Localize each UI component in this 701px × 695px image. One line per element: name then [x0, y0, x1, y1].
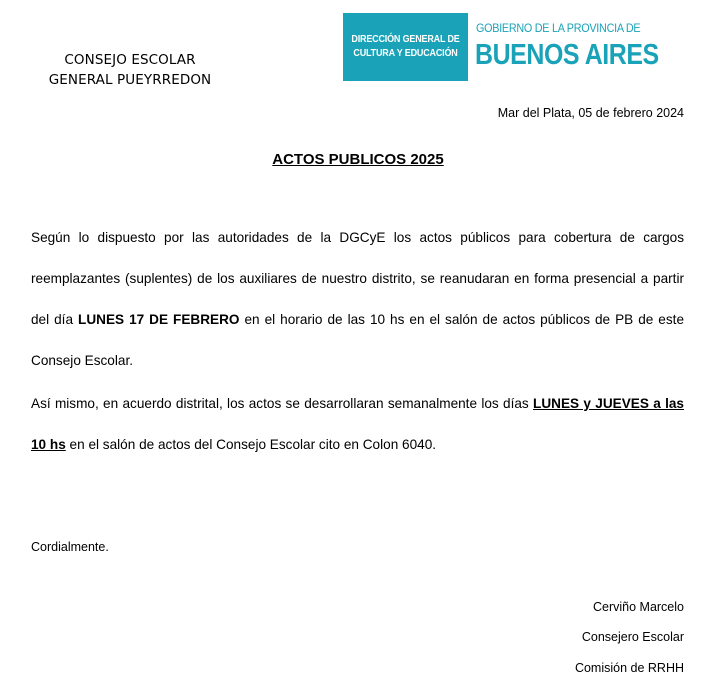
paragraph-2-underlined-schedule: LUNES y JUEVES a las 10 hs	[31, 396, 684, 452]
signature-role: Consejero Escolar	[581, 630, 684, 644]
dgcye-logo-line-2: CULTURA Y EDUCACIÓN	[353, 48, 458, 59]
government-logo-line-1: GOBIERNO DE LA PROVINCIA DE	[476, 21, 641, 35]
paragraph-2-text-a: Así mismo, en acuerdo distrital, los actos se desarrollaran semanalmente los días	[31, 396, 534, 411]
closing-salutation: Cordialmente.	[31, 540, 109, 554]
paragraph-2	[31, 383, 684, 465]
paragraph-1-bold-date: LUNES 17 DE FEBRERO	[78, 312, 240, 327]
document-date: Mar del Plata, 05 de febrero 2024	[497, 106, 684, 120]
council-name	[30, 50, 230, 90]
paragraph-1	[31, 217, 684, 381]
paragraph-1-text-a: Según lo dispuesto por las autoridades de la DGCyE los actos públicos para cobertura de cargos reemplazantes (suplentes) de los auxiliares de nuestro distrito, se reanudaran en forma presencial a partir del día	[31, 230, 684, 327]
dgcye-logo-line-1: DIRECCIÓN GENERAL DE	[351, 34, 460, 45]
council-line-1: CONSEJO ESCOLAR	[64, 52, 196, 68]
dgcye-logo	[343, 13, 468, 81]
paragraph-2-text-b: en el salón de actos del Consejo Escolar cito en Colon 6040.	[65, 437, 437, 452]
signature-commission: Comisión de RRHH	[574, 661, 684, 675]
council-line-2: GENERAL PUEYRREDON	[48, 72, 212, 88]
signature-name: Cerviño Marcelo	[592, 600, 684, 614]
paragraph-1-text-b: en el horario de las 10 hs en el salón de actos públicos de PB de este Consejo Escolar.	[31, 312, 685, 368]
government-logo-line-2: BUENOS AIRES	[475, 39, 659, 71]
document-title: ACTOS PUBLICOS 2025	[272, 151, 444, 168]
